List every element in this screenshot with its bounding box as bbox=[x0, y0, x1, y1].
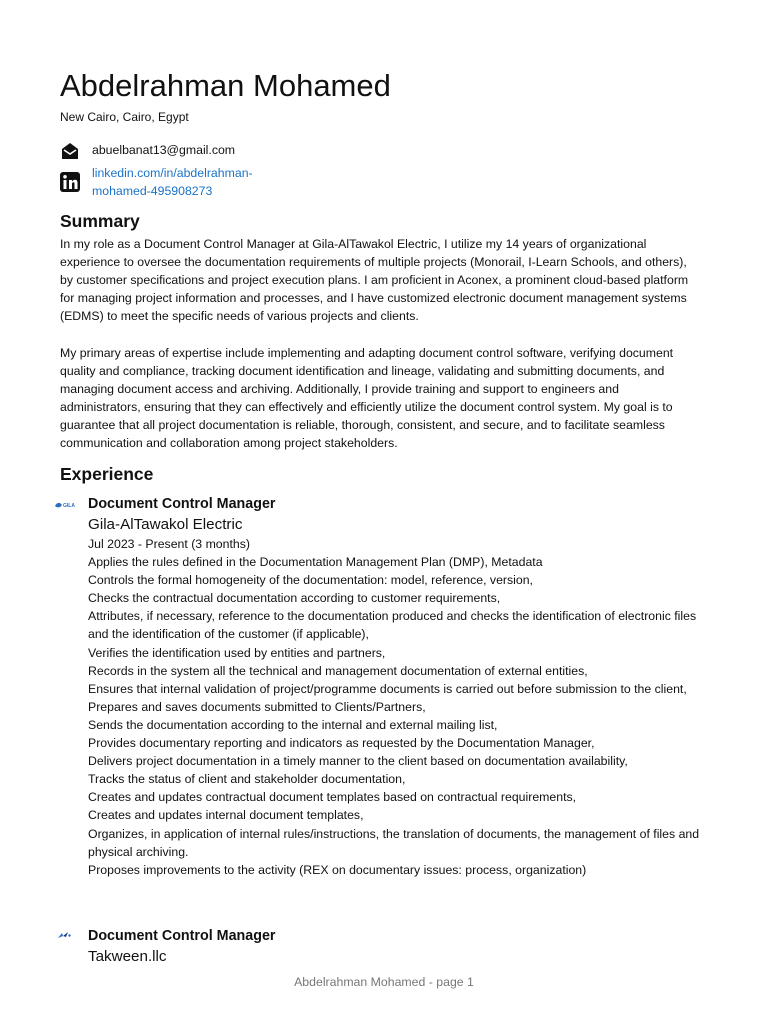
duty-item: Delivers project documentation in a timely manner to the client based on documentation availability, bbox=[88, 754, 628, 769]
duty-item: Attributes, if necessary, reference to the documentation produced and checks the identification of electronic files and the identification of the customer (if applicable), bbox=[88, 609, 697, 642]
page-footer: Abdelrahman Mohamed - page 1 bbox=[294, 975, 474, 989]
linkedin-link[interactable] bbox=[92, 164, 292, 200]
gila-logo-text: GILA bbox=[63, 503, 75, 509]
duty-item: Creates and updates internal document templates, bbox=[88, 808, 364, 823]
job-duties bbox=[88, 553, 700, 879]
gila-company-logo bbox=[54, 500, 76, 510]
summary-paragraph-2: My primary areas of expertise include implementing and adapting document control software, verifying document quality and compliance, tracking document identification and lineage, validating and submitting documents, and managing document access and archiving. Additionally, I provide training and support to engineers and administrators, ensuring that they can effectively and efficiently utilize the document control system. My goal is to guarantee that all project documentation is reliable, thorough, consistent, and secure, and to facilitate seamless communication and collaboration among project stakeholders. bbox=[60, 346, 674, 451]
job-title: Document Control Manager bbox=[88, 928, 276, 944]
location: New Cairo, Cairo, Egypt bbox=[60, 110, 189, 124]
job-dates: Jul 2023 - Present (3 months) bbox=[88, 537, 250, 551]
job-title: Document Control Manager bbox=[88, 496, 276, 512]
job-body bbox=[88, 494, 700, 879]
duty-item: Records in the system all the technical and management documentation of external entities, bbox=[88, 663, 588, 678]
candidate-name: Abdelrahman Mohamed bbox=[60, 68, 391, 103]
takween-company-logo bbox=[54, 930, 76, 940]
email-address[interactable]: abuelbanat13@gmail.com bbox=[92, 143, 236, 157]
linkedin-link-line1[interactable]: linkedin.com/in/abdelrahman- bbox=[92, 166, 253, 180]
experience-heading: Experience bbox=[60, 464, 154, 484]
company-name: Takween.llc bbox=[88, 948, 167, 965]
summary-paragraph-1: In my role as a Document Control Manager at Gila-AlTawakol Electric, I utilize my 14 years of organizational experience to oversee the documentation requirements of multiple projects (Monorail, I-Learn Schools, and others), by customer specifications and project execution plans. I am proficient in Aconex, a prominent cloud-based platform for managing project information and processes, and I have customized electronic document management systems (EDMS) to meet the specific needs of various projects and clients. bbox=[60, 237, 689, 324]
duty-item: Controls the formal homogeneity of the documentation: model, reference, version, bbox=[88, 573, 533, 588]
duty-item: Verifies the identification used by entities and partners, bbox=[88, 645, 386, 660]
duty-item: Prepares and saves documents submitted to Clients/Partners, bbox=[88, 699, 426, 714]
duty-item: Provides documentary reporting and indicators as requested by the Documentation Manager, bbox=[88, 736, 595, 751]
linkedin-link-line2[interactable]: mohamed-495908273 bbox=[92, 184, 213, 198]
email-row bbox=[60, 141, 235, 161]
company-name: Gila-AlTawakol Electric bbox=[88, 516, 243, 533]
duty-item: Creates and updates contractual document templates based on contractual requirements, bbox=[88, 790, 577, 805]
duty-item: Organizes, in application of internal rules/instructions, the translation of documents, the management of files and physical archiving. bbox=[88, 826, 700, 859]
duty-item: Sends the documentation according to the internal and external mailing list, bbox=[88, 717, 498, 732]
summary-heading: Summary bbox=[60, 211, 140, 231]
envelope-icon bbox=[60, 141, 80, 161]
duty-item: Proposes improvements to the activity (REX on documentary issues: process, organization) bbox=[88, 862, 587, 877]
duty-item: Applies the rules defined in the Documentation Management Plan (DMP), Metadata bbox=[88, 555, 543, 570]
duty-item: Ensures that internal validation of project/programme documents is carried out before submission to the client, bbox=[88, 681, 687, 696]
duty-item: Checks the contractual documentation according to customer requirements, bbox=[88, 591, 501, 606]
linkedin-row bbox=[60, 164, 292, 200]
linkedin-icon bbox=[60, 172, 80, 192]
job-body bbox=[88, 926, 700, 967]
duty-item: Tracks the status of client and stakeholder documentation, bbox=[88, 772, 406, 787]
